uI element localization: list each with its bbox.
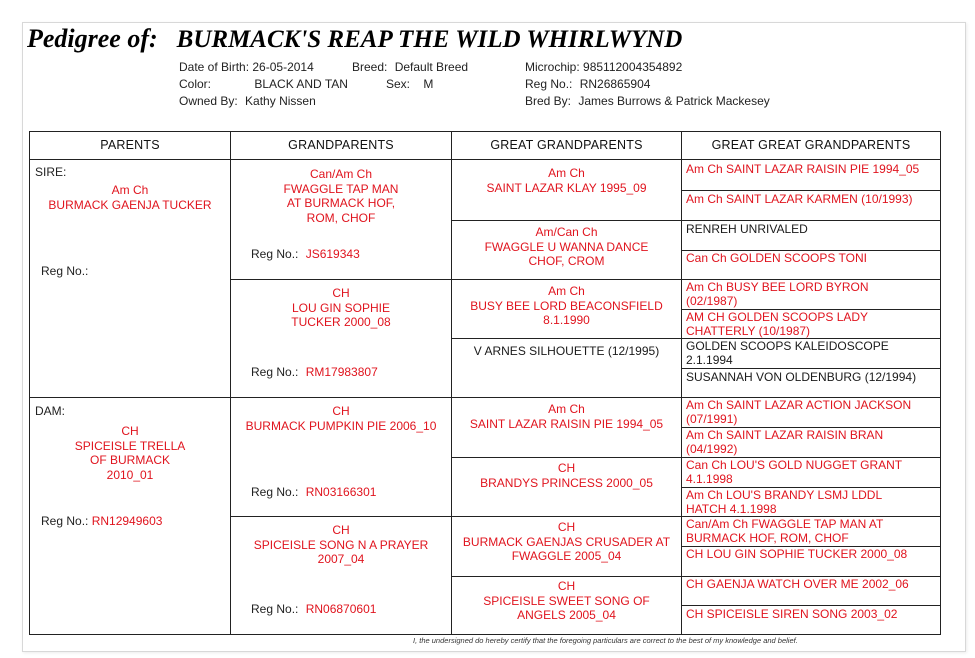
great-grandparent-2: [452, 225, 681, 269]
great-grandparent-1-name: SAINT LAZAR KLAY 1995_09: [486, 180, 647, 195]
owned-row: [179, 94, 316, 108]
grandparent-3: [231, 404, 451, 433]
microchip-label: Microchip:: [525, 60, 580, 74]
microchip-row: [525, 60, 682, 74]
microchip-value: 985112004354892: [583, 60, 683, 74]
sire-cell: [30, 183, 230, 212]
color-label: Color:: [179, 77, 212, 91]
grandparent-3-reg-label: Reg No.:: [251, 485, 299, 499]
grandparent-4-reg-row: [251, 602, 376, 616]
dob-value: 26-05-2014: [252, 60, 314, 74]
grandparent-2-reg-label: Reg No.:: [251, 365, 299, 379]
great-grandparent-8: [452, 579, 681, 623]
great-grandparent-7: [452, 520, 681, 564]
grandparent-4-reg-label: Reg No.:: [251, 602, 299, 616]
grandparent-1-reg-label: Reg No.:: [251, 247, 299, 261]
owned-label: Owned By:: [179, 94, 238, 108]
dam-title: CH: [121, 424, 139, 438]
great-grandparent-8-title: CH: [557, 579, 576, 593]
great-grandparent-4-name: V ARNES SILHOUETTE (12/1995): [473, 344, 660, 358]
grandparent-2-title: CH: [332, 286, 350, 300]
pedigree-table: [29, 131, 941, 635]
great-great-grandparent-5: Am Ch BUSY BEE LORD BYRON (02/1987): [686, 280, 869, 308]
great-great-grandparent-7: GOLDEN SCOOPS KALEIDOSCOPE 2.1.1994: [686, 339, 889, 367]
great-grandparent-3-name: BUSY BEE LORD BEACONSFIELD 8.1.1990: [470, 298, 663, 327]
header-parents: PARENTS: [100, 138, 160, 152]
grandparent-3-reg-row: [251, 485, 376, 499]
dam-reg-row: [41, 514, 162, 528]
bred-row: [525, 94, 770, 108]
reg-row: [525, 77, 650, 91]
grandparent-2-name: LOU GIN SOPHIE TUCKER 2000_08: [291, 300, 391, 329]
reg-label: Reg No.:: [525, 77, 573, 91]
dam-name: SPICEISLE TRELLA OF BURMACK 2010_01: [74, 438, 186, 482]
grandparent-3-title: CH: [332, 404, 350, 418]
great-grandparent-1-title: Am Ch: [548, 166, 585, 180]
grandparent-1-reg: JS619343: [305, 247, 360, 261]
great-grandparent-3-title: Am Ch: [548, 284, 585, 298]
grandparent-3-name: BURMACK PUMPKIN PIE 2006_10: [245, 418, 437, 433]
sire-role: SIRE:: [35, 165, 67, 179]
grandparent-2-reg-row: [251, 365, 378, 379]
breed-label: Breed:: [352, 60, 388, 74]
great-grandparent-4: [452, 344, 681, 359]
grandparent-1-title: Can/Am Ch: [309, 167, 373, 181]
page-title: [27, 24, 682, 54]
great-great-grandparent-12: Am Ch LOU'S BRANDY LSMJ LDDL HATCH 4.1.1998: [686, 488, 882, 516]
great-grandparent-6-name: BRANDYS PRINCESS 2000_05: [480, 475, 653, 490]
great-great-grandparent-13: Can/Am Ch FWAGGLE TAP MAN AT BURMACK HOF, ROM, CHOF: [686, 517, 884, 545]
header-great-great-grandparents: GREAT GREAT GRANDPARENTS: [711, 138, 911, 152]
color-value: BLACK AND TAN: [254, 77, 348, 91]
grandparent-3-reg: RN03166301: [305, 485, 377, 499]
great-grandparent-3: [452, 284, 681, 328]
great-great-grandparent-4: Can Ch GOLDEN SCOOPS TONI: [686, 251, 867, 265]
owned-value: Kathy Nissen: [245, 94, 316, 108]
grandparent-1: [231, 167, 451, 225]
grandparent-4-name: SPICEISLE SONG N A PRAYER 2007_04: [253, 537, 429, 566]
dog-name: BURMACK'S REAP THE WILD WHIRLWYND: [176, 26, 683, 53]
great-great-grandparent-1: Am Ch SAINT LAZAR RAISIN PIE 1994_05: [686, 162, 920, 176]
great-grandparent-2-title: Am/Can Ch: [535, 225, 598, 239]
great-great-grandparent-16: CH SPICEISLE SIREN SONG 2003_02: [686, 607, 898, 621]
bred-label: Bred By:: [525, 94, 572, 108]
great-grandparent-2-name: FWAGGLE U WANNA DANCE CHOF, CROM: [484, 239, 649, 268]
sire-title: Am Ch: [111, 183, 149, 197]
grandparent-2: [231, 286, 451, 330]
great-grandparent-6-title: CH: [557, 461, 576, 475]
great-great-grandparent-3: RENREH UNRIVALED: [686, 222, 808, 236]
great-great-grandparent-8: SUSANNAH VON OLDENBURG (12/1994): [686, 370, 917, 384]
great-grandparent-6: [452, 461, 681, 490]
great-grandparent-7-title: CH: [557, 520, 576, 534]
breed-value: Default Breed: [394, 60, 469, 74]
sex-value: M: [423, 77, 434, 91]
grandparent-4-title: CH: [332, 523, 350, 537]
reg-value: RN26865904: [579, 77, 651, 91]
dam-reg-label: Reg No.:: [41, 514, 89, 528]
grandparent-2-reg: RM17983807: [305, 365, 378, 379]
great-great-grandparent-14: CH LOU GIN SOPHIE TUCKER 2000_08: [686, 547, 908, 561]
dob-label: Date of Birth:: [179, 60, 250, 74]
great-great-grandparent-15: CH GAENJA WATCH OVER ME 2002_06: [686, 577, 909, 591]
sire-reg-row: [41, 264, 88, 278]
sire-name: BURMACK GAENJA TUCKER: [48, 197, 212, 212]
great-grandparent-5-title: Am Ch: [548, 402, 585, 416]
great-grandparent-5-name: SAINT LAZAR RAISIN PIE 1994_05: [469, 416, 664, 431]
header-grandparents: GRANDPARENTS: [288, 138, 394, 152]
grandparent-1-name: FWAGGLE TAP MAN AT BURMACK HOF, ROM, CHOF: [283, 181, 399, 225]
dam-reg-value: RN12949603: [91, 514, 163, 528]
great-great-grandparent-6: AM CH GOLDEN SCOOPS LADY CHATTERLY (10/1987): [686, 310, 868, 338]
great-grandparent-8-name: SPICEISLE SWEET SONG OF ANGELS 2005_04: [483, 593, 650, 622]
dam-cell: [30, 424, 230, 482]
great-grandparent-1: [452, 166, 681, 195]
header-great-grandparents: GREAT GRANDPARENTS: [490, 138, 643, 152]
grandparent-4-reg: RN06870601: [305, 602, 377, 616]
certification-footer: I, the undersigned do hereby certify that the foregoing particulars are correct to the best of my knowledge and belief.: [413, 636, 798, 645]
dam-role: DAM:: [35, 404, 65, 418]
great-great-grandparent-11: Can Ch LOU'S GOLD NUGGET GRANT 4.1.1998: [686, 458, 902, 486]
great-grandparent-7-name: BURMACK GAENJAS CRUSADER AT FWAGGLE 2005_04: [462, 534, 671, 563]
great-great-grandparent-2: Am Ch SAINT LAZAR KARMEN (10/1993): [686, 192, 913, 206]
bred-value: James Burrows & Patrick Mackesey: [578, 94, 770, 108]
pedigree-label: Pedigree of:: [27, 24, 158, 53]
grandparent-1-reg-row: [251, 247, 360, 261]
grandparent-4: [231, 523, 451, 567]
great-great-grandparent-10: Am Ch SAINT LAZAR RAISIN BRAN (04/1992): [686, 428, 884, 456]
sex-row: [386, 77, 433, 91]
sex-label: Sex:: [386, 77, 411, 91]
color-row: [179, 77, 348, 91]
great-grandparent-5: [452, 402, 681, 431]
sire-reg-label: Reg No.:: [41, 264, 89, 278]
dob-row: [179, 60, 314, 74]
great-great-grandparent-9: Am Ch SAINT LAZAR ACTION JACKSON (07/1991): [686, 398, 912, 426]
breed-row: [352, 60, 468, 74]
